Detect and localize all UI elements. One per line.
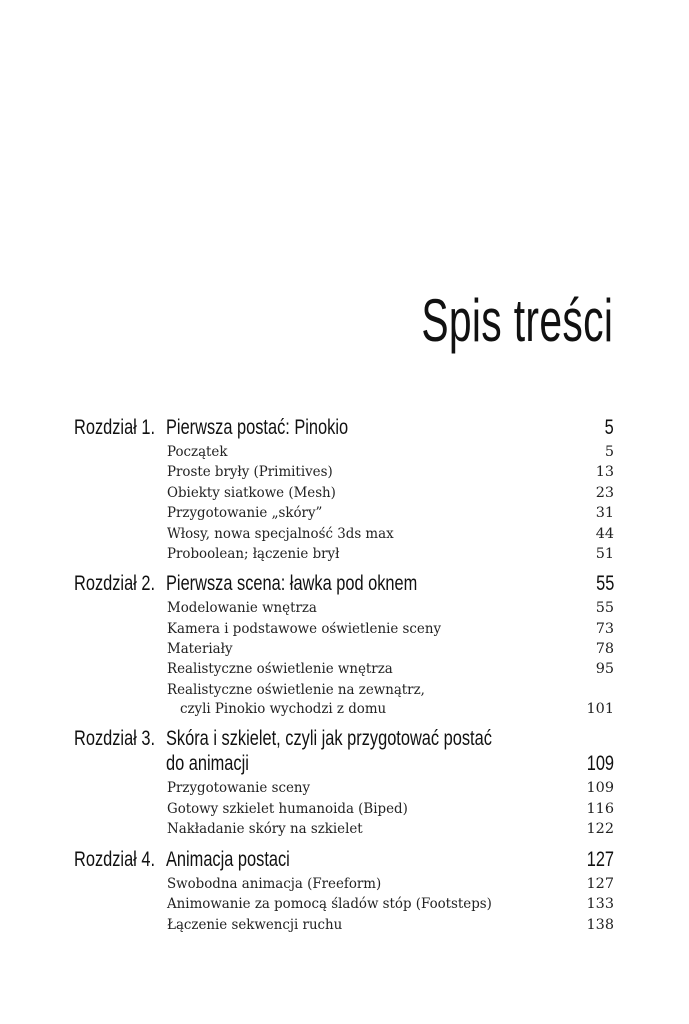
entry-page: 109 <box>586 780 614 796</box>
entry-text: Początek <box>167 444 228 460</box>
entry-page: 138 <box>586 917 614 933</box>
entry-text: Swobodna animacja (Freeform) <box>167 876 382 892</box>
chapter-label: Rozdział 2. <box>74 572 156 595</box>
entry-text: Przygotowanie „skóry” <box>167 505 323 521</box>
chapter-title: Pierwsza scena: ławka pod oknem <box>166 572 418 595</box>
entry-text: Animowanie za pomocą śladów stóp (Footsteps) <box>167 896 492 912</box>
entry-page: 78 <box>595 641 614 657</box>
chapter-title-continuation: do animacji <box>166 752 249 775</box>
entry-page: 122 <box>586 821 614 837</box>
entry-page: 133 <box>586 896 614 912</box>
chapter-label: Rozdział 1. <box>74 416 156 439</box>
entry-text: Obiekty siatkowe (Mesh) <box>167 485 336 501</box>
chapter-page: 5 <box>604 416 614 439</box>
entry-page: 55 <box>595 600 614 616</box>
entry-text-continuation: czyli Pinokio wychodzi z domu <box>180 701 387 717</box>
chapter-page: 127 <box>586 848 614 871</box>
entry-page: 101 <box>586 701 614 717</box>
entry-page: 73 <box>595 621 614 637</box>
entry-page: 5 <box>604 444 614 460</box>
chapter-page: 55 <box>595 572 614 595</box>
entry-text: Modelowanie wnętrza <box>167 600 317 616</box>
entry-text: Materiały <box>167 641 233 657</box>
entry-text: Proboolean; łączenie brył <box>167 546 340 562</box>
chapter-page: 109 <box>586 752 614 775</box>
entry-page: 31 <box>595 505 614 521</box>
entry-page: 95 <box>595 661 614 677</box>
entry-text: Łączenie sekwencji ruchu <box>167 917 343 933</box>
page-title: Spis treści <box>421 287 613 354</box>
entry-page: 116 <box>586 801 614 817</box>
entry-text: Realistyczne oświetlenie na zewnątrz, <box>167 682 425 698</box>
entry-text: Proste bryły (Primitives) <box>167 464 333 480</box>
entry-text: Przygotowanie sceny <box>167 780 311 796</box>
chapter-label: Rozdział 3. <box>74 727 156 750</box>
entry-page: 51 <box>595 546 614 562</box>
entry-text: Gotowy szkielet humanoida (Biped) <box>167 801 408 817</box>
entry-text: Kamera i podstawowe oświetlenie sceny <box>167 621 442 637</box>
entry-page: 13 <box>595 464 614 480</box>
chapter-label: Rozdział 4. <box>74 848 156 871</box>
chapter-title: Pierwsza postać: Pinokio <box>166 416 349 439</box>
chapter-title: Skóra i szkielet, czyli jak przygotować postać <box>166 727 492 750</box>
entry-page: 44 <box>595 526 614 542</box>
entry-text: Nakładanie skóry na szkielet <box>167 821 363 837</box>
entry-page: 23 <box>595 485 614 501</box>
chapter-title: Animacja postaci <box>166 848 290 871</box>
entry-text: Realistyczne oświetlenie wnętrza <box>167 661 393 677</box>
entry-page: 127 <box>586 876 614 892</box>
entry-text: Włosy, nowa specjalność 3ds max <box>167 526 394 542</box>
